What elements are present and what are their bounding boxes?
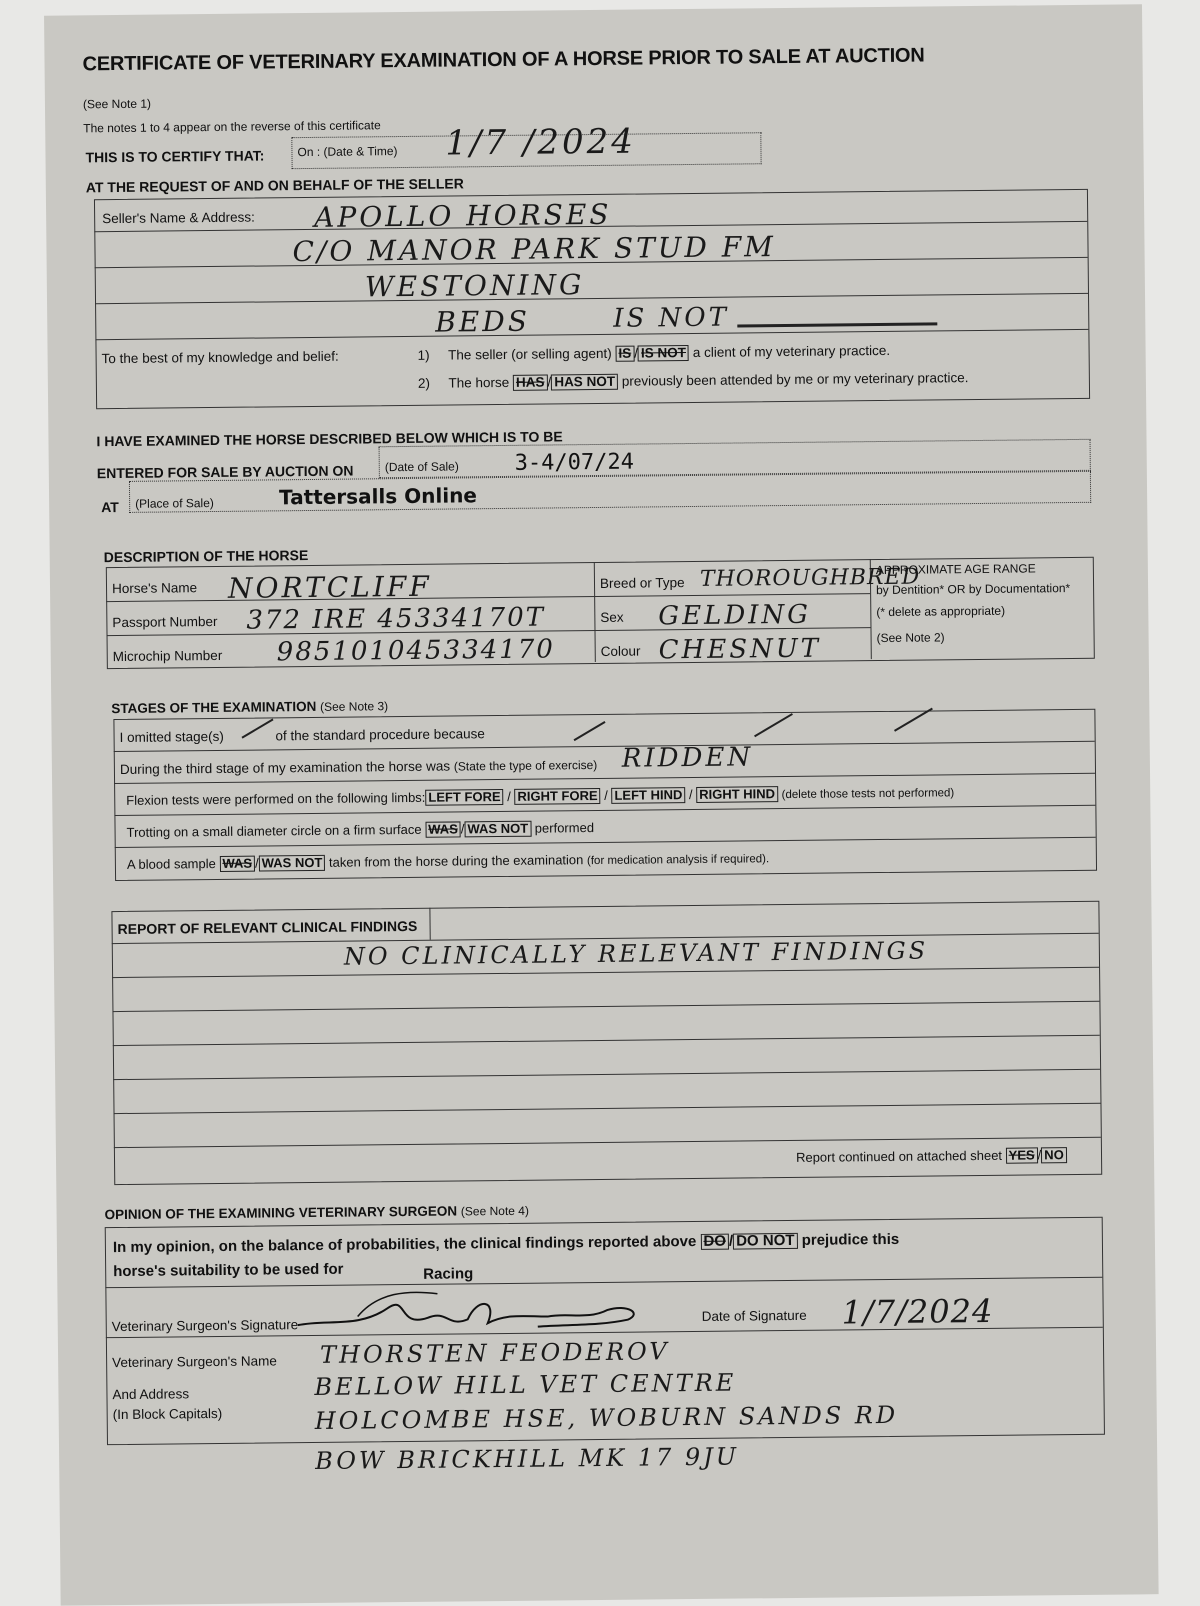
see-note-1: (See Note 1) [82, 96, 152, 112]
address-line-3: BOW BRICKHILL MK 17 9JU [315, 1442, 740, 1475]
belief-label: To the best of my knowledge and belief: [101, 348, 339, 367]
suitability-label: horse's suitability to be used for [113, 1260, 344, 1281]
certificate-page [44, 4, 1159, 1605]
horse-name-value: NORTCLIFF [227, 569, 432, 605]
request-label: AT THE REQUEST OF AND ON BEHALF OF THE SELLER [85, 175, 464, 196]
date-of-sale-label: (Date of Sale) [384, 459, 459, 475]
vet-signature [297, 1286, 647, 1336]
breed-label: Breed or Type [599, 575, 685, 591]
report-continued-row: Report continued on attached sheet YES / NO [796, 1147, 1067, 1166]
belief-item-1: 1) The seller (or selling agent) IS / IS NOT a client of my veterinary practice. [417, 342, 891, 363]
address-line-2: HOLCOMBE HSE, WOBURN SANDS RD [314, 1400, 899, 1435]
stages-heading: STAGES OF THE EXAMINATION (See Note 3) [111, 698, 389, 717]
do-not-option[interactable]: DO NOT [733, 1233, 798, 1250]
microchip-label: Microchip Number [112, 647, 223, 665]
limb-left-fore[interactable]: LEFT FORE [425, 789, 503, 806]
vet-name-label: Veterinary Surgeon's Name [112, 1353, 277, 1371]
belief-item-2: 2) The horse HAS / HAS NOT previously been attended by me or my veterinary practice. [417, 370, 969, 391]
colour-value: CHESNUT [658, 633, 822, 666]
do-option[interactable]: DO [700, 1234, 729, 1250]
has-option[interactable]: HAS [513, 374, 548, 390]
has-not-option[interactable]: HAS NOT [551, 374, 618, 391]
address-note: (In Block Capitals) [112, 1405, 223, 1423]
address-line-1: BELLOW HILL VET CENTRE [314, 1368, 737, 1401]
report-heading: REPORT OF RELEVANT CLINICAL FINDINGS [117, 917, 418, 938]
age-delete-note: (* delete as appropriate) [876, 603, 1006, 620]
trot-was-not-option[interactable]: WAS NOT [464, 821, 531, 838]
opinion-text: In my opinion, on the balance of probabilities, the clinical findings reported above DO / DO NOT prejudice this [112, 1230, 900, 1257]
seller-line-3: WESTONING [364, 268, 585, 304]
continued-no-option[interactable]: NO [1041, 1147, 1067, 1163]
at-label: AT [101, 498, 119, 516]
age-note: (See Note 2) [876, 630, 945, 646]
sex-value: GELDING [658, 599, 812, 632]
signature-date-value: 1/7/2024 [841, 1291, 994, 1332]
date-time-value: 1/7 /2024 [445, 121, 637, 164]
microchip-value: 985101045334170 [276, 634, 555, 668]
age-heading: APPROXIMATE AGE RANGE [875, 561, 1036, 578]
breed-value: THOROUGHBRED [699, 564, 921, 592]
flexion-row: Flexion tests were performed on the following limbs: LEFT FORE / RIGHT FORE / LEFT HIND / RIGHT HIND (delete those tests not performed) [126, 786, 955, 808]
seller-line-2: C/O MANOR PARK STUD FM [292, 230, 777, 269]
passport-value: 372 IRE 45334170T [246, 602, 546, 636]
sex-label: Sex [600, 609, 624, 625]
third-stage-value: RIDDEN [621, 742, 754, 774]
horse-name-label: Horse's Name [111, 580, 198, 597]
signature-date-label: Date of Signature [701, 1307, 807, 1324]
is-not-option[interactable]: IS NOT [638, 345, 689, 362]
notes-line: The notes 1 to 4 appear on the reverse of this certificate [83, 118, 381, 136]
address-label: And Address [112, 1386, 190, 1403]
trot-was-option[interactable]: WAS [425, 821, 461, 837]
date-time-label: On : (Date & Time) [297, 144, 398, 160]
seller-name-label: Seller's Name & Address: [102, 209, 255, 227]
blood-row: A blood sample WAS / WAS NOT taken from the horse during the examination (for medication analysis if required). [126, 852, 770, 872]
report-finding: NO CLINICALLY RELEVANT FINDINGS [343, 936, 929, 971]
seller-is-not: IS NOT [613, 302, 730, 334]
seller-line-4: BEDS [435, 304, 531, 339]
limb-left-hind[interactable]: LEFT HIND [611, 787, 685, 804]
description-heading: DESCRIPTION OF THE HORSE [103, 547, 309, 566]
signature-label: Veterinary Surgeon's Signature [111, 1317, 299, 1335]
examined-label: I HAVE EXAMINED THE HORSE DESCRIBED BELOW WHICH IS TO BE [96, 428, 563, 450]
vet-name-value: THORSTEN FEODEROV [319, 1337, 670, 1369]
limb-right-hind[interactable]: RIGHT HIND [696, 786, 778, 803]
trot-row: Trotting on a small diameter circle on a firm surface WAS / WAS NOT performed [126, 820, 595, 840]
continued-yes-option[interactable]: YES [1006, 1147, 1038, 1163]
entered-label: ENTERED FOR SALE BY AUCTION ON [96, 462, 354, 482]
limb-right-fore[interactable]: RIGHT FORE [514, 788, 600, 805]
blood-was-not-option[interactable]: WAS NOT [259, 855, 326, 872]
opinion-heading-row: OPINION OF THE EXAMINING VETERINARY SURGEON (See Note 4) [104, 1203, 530, 1223]
age-method[interactable]: by Dentition* OR by Documentation* [876, 581, 1071, 598]
place-of-sale-value: Tattersalls Online [278, 483, 478, 510]
is-option[interactable]: IS [615, 346, 634, 362]
suitability-value: Racing [423, 1265, 474, 1283]
page-title: CERTIFICATE OF VETERINARY EXAMINATION OF A HORSE PRIOR TO SALE AT AUCTION [82, 44, 925, 76]
seller-line-1: APOLLO HORSES [313, 197, 612, 234]
colour-label: Colour [600, 643, 641, 659]
omitted-row: I omitted stage(s) of the standard procedure because [119, 726, 485, 745]
third-stage-row: During the third stage of my examination the horse was (State the type of exercise) [119, 757, 598, 777]
certify-label: THIS IS TO CERTIFY THAT: [85, 147, 265, 166]
place-of-sale-label: (Place of Sale) [135, 495, 214, 511]
blood-was-option[interactable]: WAS [219, 856, 255, 872]
date-of-sale-value: 3-4/07/24 [514, 449, 635, 476]
passport-label: Passport Number [112, 613, 218, 631]
